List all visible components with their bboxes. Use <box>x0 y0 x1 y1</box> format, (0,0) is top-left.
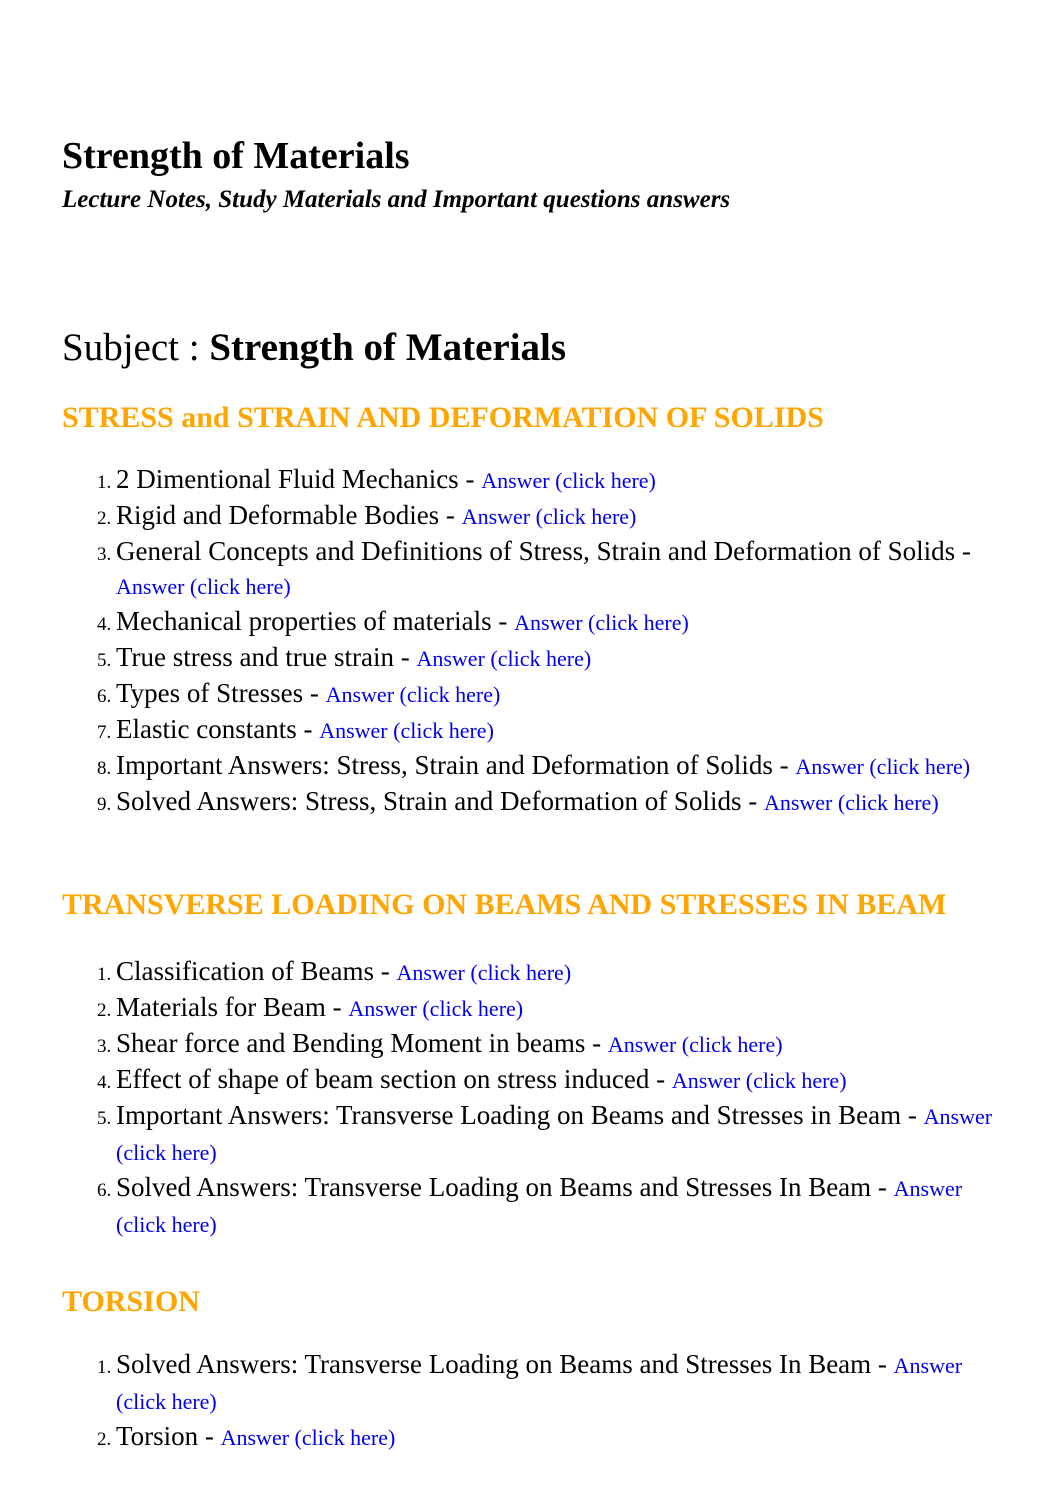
topic-text: Important Answers: Stress, Strain and Deformation of Solids - <box>116 750 796 780</box>
topic-text: 2 Dimentional Fluid Mechanics - <box>116 464 482 494</box>
section-stress-strain <box>62 399 1002 820</box>
list-item <box>116 676 1002 712</box>
list-item <box>116 604 1002 640</box>
topic-text: Elastic constants - <box>116 714 320 744</box>
topic-text: Materials for Beam - <box>116 992 349 1022</box>
answer-link[interactable]: Answer (click here) <box>348 996 524 1021</box>
answer-link[interactable]: Answer (click here) <box>763 790 939 815</box>
answer-link[interactable]: Answer (click here) <box>116 574 291 599</box>
list-item <box>116 1347 1002 1419</box>
list-item <box>116 990 1002 1026</box>
section-transverse-loading <box>62 886 1002 1242</box>
answer-link[interactable]: Answer (click here) <box>325 682 501 707</box>
list-item <box>116 498 1002 534</box>
answer-link[interactable]: Answer (click here) <box>116 1176 963 1237</box>
topic-text: Mechanical properties of materials - <box>116 606 515 636</box>
topic-text: Types of Stresses - <box>116 678 326 708</box>
answer-link[interactable]: Answer (click here) <box>116 1104 993 1165</box>
subject-prefix: Subject : <box>62 326 210 369</box>
topic-text: Classification of Beams - <box>116 956 397 986</box>
answer-link[interactable]: Answer (click here) <box>396 960 572 985</box>
answer-link[interactable]: Answer (click here) <box>319 718 494 743</box>
answer-link[interactable]: Answer (click here) <box>416 646 592 671</box>
answer-link[interactable]: Answer (click here) <box>671 1068 847 1093</box>
topic-text: True stress and true strain - <box>116 642 417 672</box>
page-subtitle: Lecture Notes, Study Materials and Important questions answers <box>62 186 731 213</box>
list-item <box>116 1419 1002 1455</box>
section-torsion <box>62 1283 1002 1455</box>
list-item <box>116 1098 1002 1170</box>
section-heading: TORSION <box>62 1285 200 1318</box>
topic-text: Solved Answers: Transverse Loading on Beams and Stresses In Beam - <box>116 1349 894 1379</box>
subject-heading <box>62 325 566 371</box>
list-item <box>116 954 1002 990</box>
list-item <box>116 640 1002 676</box>
answer-link[interactable]: Answer (click here) <box>481 468 656 493</box>
topic-text: Solved Answers: Transverse Loading on Beams and Stresses In Beam - <box>116 1172 894 1202</box>
topic-text: Shear force and Bending Moment in beams - <box>116 1028 608 1058</box>
list-item <box>116 1062 1002 1098</box>
topic-text: Effect of shape of beam section on stress induced - <box>116 1064 672 1094</box>
topic-list <box>62 462 1002 820</box>
list-item <box>116 1170 1002 1242</box>
list-item <box>116 1026 1002 1062</box>
list-item <box>116 748 1002 784</box>
topic-list <box>62 1347 1002 1455</box>
answer-link[interactable]: Answer (click here) <box>514 610 689 635</box>
subject-name: Strength of Materials <box>209 326 567 369</box>
list-item <box>116 462 1002 498</box>
answer-link[interactable]: Answer (click here) <box>795 754 971 779</box>
list-item <box>116 784 1002 820</box>
topic-text: Solved Answers: Stress, Strain and Deformation of Solids - <box>116 786 764 816</box>
topic-text: General Concepts and Definitions of Stress, Strain and Deformation of Solids - <box>116 536 971 566</box>
topic-list <box>62 954 1002 1242</box>
answer-link[interactable]: Answer (click here) <box>607 1032 783 1057</box>
list-item <box>116 534 1002 604</box>
topic-text: Important Answers: Transverse Loading on Beams and Stresses in Beam - <box>116 1100 924 1130</box>
topic-text: Torsion - <box>116 1421 221 1451</box>
answer-link[interactable]: Answer (click here) <box>220 1425 396 1450</box>
section-heading: TRANSVERSE LOADING ON BEAMS AND STRESSES IN BEAM <box>62 888 947 921</box>
answer-link[interactable]: Answer (click here) <box>461 504 637 529</box>
list-item <box>116 712 1002 748</box>
section-heading: STRESS and STRAIN AND DEFORMATION OF SOLIDS <box>62 401 824 434</box>
topic-text: Rigid and Deformable Bodies - <box>116 500 462 530</box>
page-title: Strength of Materials <box>62 135 410 177</box>
answer-link[interactable]: Answer (click here) <box>116 1353 963 1414</box>
